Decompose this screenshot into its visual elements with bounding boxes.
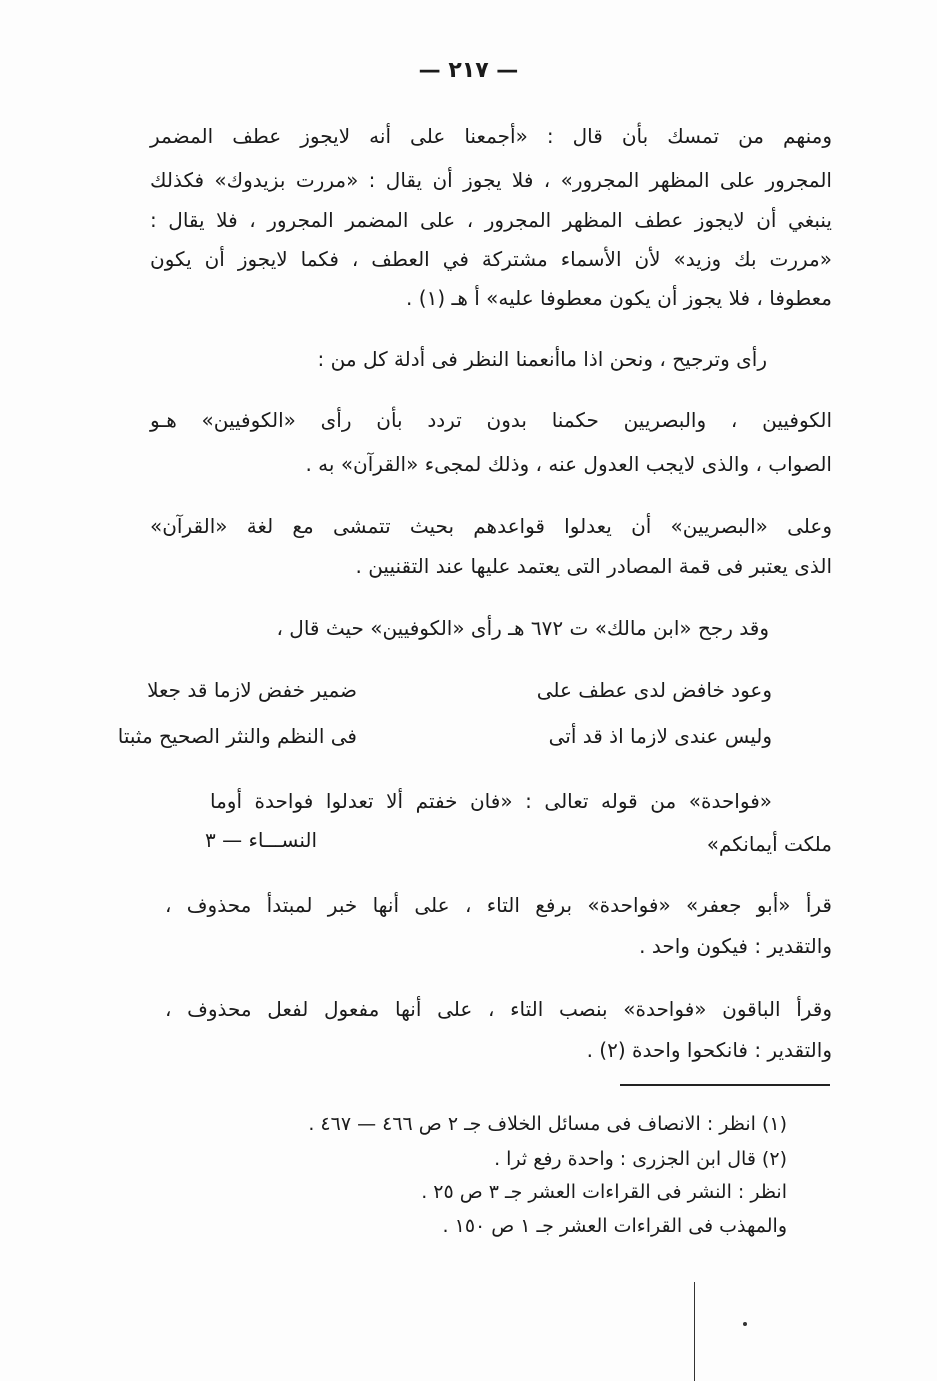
paragraph-6-line-2: ملكت أيمانكم» [706, 832, 832, 856]
page-number: — ٢١٧ — [418, 58, 519, 83]
footnote-separator [620, 1084, 830, 1086]
poem-verse-1-second-hemistich: ضمير خفض لازما قد جعلا [147, 678, 357, 702]
paragraph-3-line-1: الكوفيين ، والبصريين حكمنا بدون تردد بأن رأى «الكوفيين» هـو [150, 408, 832, 432]
poem-verse-2-second-hemistich: فى النظم والنثر الصحيح مثبتا [117, 724, 357, 748]
poem-verse-2-first-hemistich: وليس عندى لازما اذ قد أتى [548, 724, 772, 748]
footnote-2-source-1: انظر : النشر فى القراءات العشر جـ ٣ ص ٢٥ . [421, 1181, 787, 1203]
paragraph-5-line-1: وقد رجح «ابن مالك» ت ٦٧٢ هـ رأى «الكوفيين» حيث قال ، [276, 616, 769, 640]
paragraph-1-line-2: المجرور على المظهر المجرور» ، فلا يجوز أن يقال : «مررت بزيدوك» فكذلك [150, 168, 832, 192]
paragraph-2-line-1: رأى وترجيح ، ونحن اذا ماأنعمنا النظر فى أدلة كل من : [317, 347, 767, 371]
scan-artifact-dot [743, 1322, 747, 1326]
paragraph-4-line-1: وعلى «البصريين» أن يعدلوا قواعدهم بحيث تتمشى مع لغة «القرآن» [150, 514, 832, 538]
paragraph-8-line-2: والتقدير : فانكحوا واحدة (٢) . [586, 1038, 832, 1062]
paragraph-7-line-1: قرأ «أبو جعفر» «فواحدة» برفع التاء ، على أنها خبر لمبتدأ محذوف ، [165, 893, 832, 917]
footnote-2: (٢) قال ابن الجزرى : واحدة رفع ثرا . [494, 1148, 787, 1170]
paragraph-1-line-1: ومنهم من تمسك بأن قال : «أجمعنا على أنه لايجوز عطف المضمر [150, 124, 832, 148]
paragraph-1-line-3: ينبغي أن لايجوز عطف المظهر المجرور ، على المضمر المجرور ، فلا يقال : [150, 208, 832, 232]
paragraph-1-line-5: معطوفا ، فلا يجوز أن يكون معطوفا عليه» أ هـ (١) . [406, 286, 832, 310]
footnote-2-source-2: والمهذب فى القراءات العشر جـ ١ ص ١٥٠ . [442, 1215, 787, 1237]
footnote-1: (١) انظر : الانصاف فى مسائل الخلاف جـ ٢ ص ٤٦٦ — ٤٦٧ . [308, 1113, 787, 1135]
scan-artifact-line [694, 1282, 695, 1381]
paragraph-7-line-2: والتقدير : فيكون واحد . [639, 934, 832, 958]
paragraph-4-line-2: الذى يعتبر فى قمة المصادر التى يعتمد عليها عند التقنيين . [355, 554, 832, 578]
poem-verse-1-first-hemistich: وعود خافض لدى عطف على [536, 678, 772, 702]
paragraph-1-line-4: «مررت بك وزيد» لأن الأسماء مشتركة في العطف ، فكما لايجوز أن يكون [150, 247, 832, 271]
paragraph-8-line-1: وقرأ الباقون «فواحدة» بنصب التاء ، على أنها مفعول لفعل محذوف ، [165, 997, 832, 1021]
paragraph-3-line-2: الصواب ، والذى لايجب العدول عنه ، وذلك لمجىء «القرآن» به . [305, 452, 832, 476]
surah-reference: النســـاء — ٣ [205, 828, 318, 852]
paragraph-6-line-1: «فواحدة» من قوله تعالى : «فان خفتم ألا تعدلوا فواحدة أوما [210, 789, 772, 813]
